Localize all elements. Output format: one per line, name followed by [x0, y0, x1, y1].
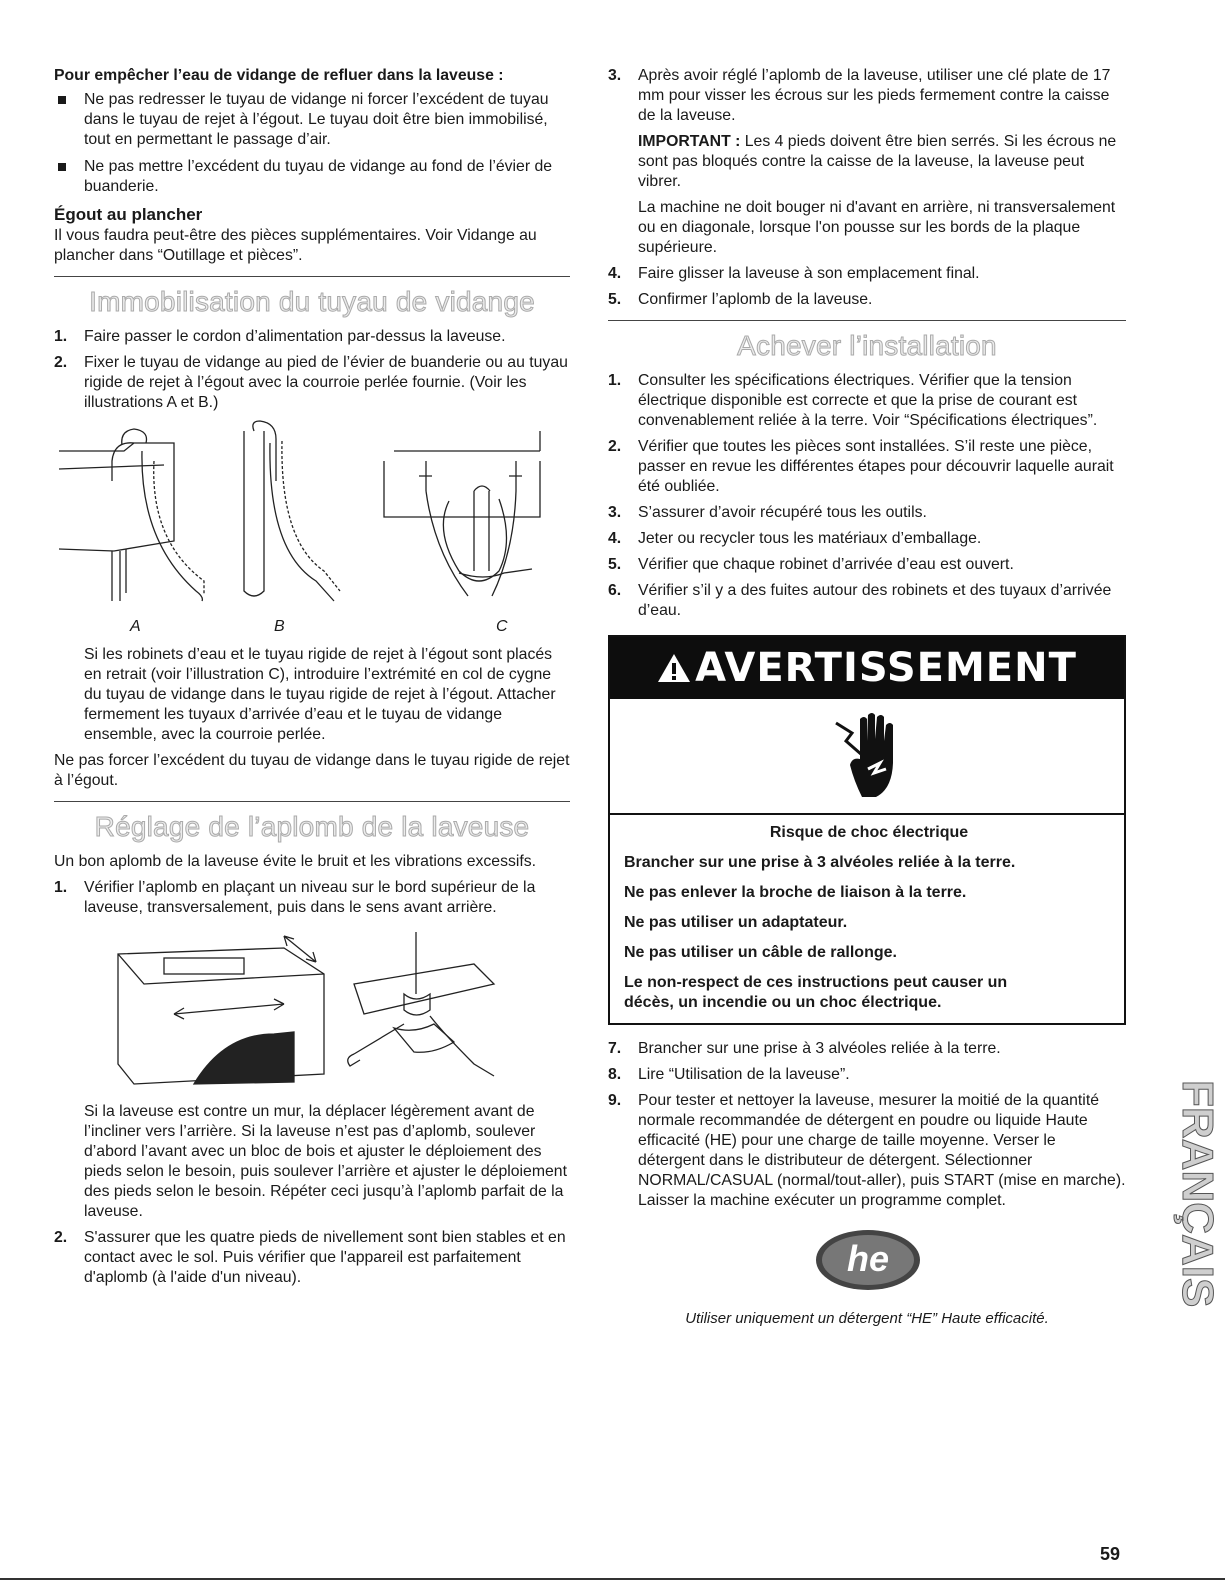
drain-heading: Pour empêcher l’eau de vidange de refluer dans la laveuse : [54, 67, 504, 84]
leveling-intro: Un bon aplomb de la laveuse évite le bruit et les vibrations excessifs. [54, 853, 537, 870]
square-bullet-icon [58, 96, 66, 104]
warning-box [608, 635, 1126, 1025]
leveling-step-2 [54, 1228, 570, 1288]
figure-label-c: C [496, 618, 508, 635]
list-item: 4. Jeter ou recycler tous les matériaux d’emballage. [608, 530, 982, 547]
warning-line: Ne pas utiliser un câble de rallonge. [624, 944, 897, 961]
list-item: 5. Confirmer l’aplomb de la laveuse. [608, 291, 873, 308]
list-item: 7. Brancher sur une prise à 3 alvéoles reliée à la terre. [608, 1040, 1001, 1057]
list-item: 3. S’assurer d’avoir récupéré tous les outils. [608, 504, 927, 521]
he-logo-area [608, 1225, 1126, 1295]
divider [54, 801, 570, 802]
leveling-step-1 [54, 878, 570, 918]
drain-hose-figure [54, 421, 570, 621]
floor-drain-heading: Égout au plancher [54, 205, 203, 224]
warning-title: AVERTISSEMENT [695, 645, 1077, 691]
important-note: IMPORTANT : Les 4 pieds doivent être bien serrés. Si les écrous ne sont pas bloqués contre la caisse de la laveuse, la laveuse peut vibrer. [638, 133, 1117, 190]
bottom-rule [0, 1578, 1225, 1580]
list-item: 6. Vérifier s’il y a des fuites autour des robinets et des tuyaux d’arrivée d’eau. [608, 582, 1112, 619]
leveling-paragraph: Si la laveuse est contre un mur, la déplacer légèrement avant de l’incliner vers l’arrière. Si la laveuse n’est pas d’aplomb, soulever d’abord l’avant avec un bloc de bois et ajuster le déploiement des pieds selon le besoin, puis soulever l’arrière et ajuster le déploiement des pieds selon le besoin. Répéter ceci jusqu’à l’aplomb parfait de la laveuse. [84, 1103, 567, 1220]
list-item: 9. Pour tester et nettoyer la laveuse, mesurer la moitié de la quantité normale recommandée de détergent en poudre ou liquide Haute efficacité (HE) pour une charge de taille moyenne. Verser le détergent dans le distributeur de détergent. Sélectionner NORMAL/CASUAL (normal/tout-aller), puis START (mise en marche). Laisser la machine exécuter un programme complet. [608, 1092, 1126, 1209]
floor-drain-text: Il vous faudra peut-être des pièces supplémentaires. Voir Vidange au plancher dans “Outillage et pièces”. [54, 227, 537, 264]
list-item: 8. Lire “Utilisation de la laveuse”. [608, 1066, 850, 1083]
list-item: 4. Faire glisser la laveuse à son emplacement final. [608, 265, 980, 282]
he-logo-icon [808, 1225, 928, 1295]
right-column [608, 66, 1126, 1329]
drain-bullet-list [54, 90, 570, 197]
list-item: 1. Vérifier l’aplomb en plaçant un niveau sur le bord supérieur de la laveuse, transversalement, puis dans le sens avant arrière. [54, 879, 536, 916]
section-title-drain-hose: Immobilisation du tuyau de vidange [89, 286, 535, 317]
warning-body [610, 815, 1124, 1023]
list-item: 2. S'assurer que les quatre pieds de nivellement sont bien stables et en contact avec le sol. Puis vérifier que l'appareil est parfaitement d'aplomb (à l'aide d'un niveau). [54, 1229, 566, 1286]
he-caption: Utiliser uniquement un détergent “HE” Haute efficacité. [685, 1310, 1049, 1327]
warning-line: Le non-respect de ces instructions peut causer un décès, un incendie ou un choc électrique. [624, 974, 1008, 1011]
svg-text:he: he [846, 1238, 890, 1279]
list-item: Ne pas mettre l’excédent du tuyau de vidange au fond de l’évier de buanderie. [54, 157, 570, 197]
recessed-paragraph: Si les robinets d’eau et le tuyau rigide de rejet à l’égout sont placés en retrait (voir l’illustration C), introduire l’extrémité en col de cygne du tuyau de vidange dans le tuyau rigide de rejet à l’égout. Attacher fermement les tuyaux d’arrivée d’eau et le tuyau de vidange ensemble, avec la courroie perlée. [84, 646, 556, 743]
leveling-step-3 [608, 66, 1126, 310]
warning-line: Brancher sur une prise à 3 alvéoles reliée à la terre. [624, 854, 1016, 871]
page-number: 59 [1100, 1544, 1121, 1564]
electric-shock-hand-icon [832, 711, 902, 801]
warning-line: Ne pas utiliser un adaptateur. [624, 914, 848, 931]
leveling-figure [54, 924, 570, 1094]
warning-icon-area [610, 699, 1124, 815]
language-tab [1148, 1080, 1222, 1340]
figure-label-a: A [130, 618, 141, 635]
list-item: 3. Après avoir réglé l’aplomb de la laveuse, utiliser une clé plate de 17 mm pour visser les écrous sur les pieds fermement contre la caisse de la laveuse. IMPORTANT : Les 4 pieds doivent être bien serrés. Si les écrous ne sont pas bloqués contre la caisse de la laveuse, la laveuse peut vibrer. La machine ne doit bouger ni d'avant en arrière, ni transversalement ou en diagonale, lorsque l'on pousse sur les bords de la plaque supérieure. [608, 66, 1126, 258]
list-item: 5. Vérifier que chaque robinet d’arrivée d’eau est ouvert. [608, 556, 1014, 573]
warning-line: Ne pas enlever la broche de liaison à la terre. [624, 884, 967, 901]
drain-caution-paragraph: Ne pas forcer l’excédent du tuyau de vidange dans le tuyau rigide de rejet à l’égout. [54, 752, 570, 789]
square-bullet-icon [58, 163, 66, 171]
section-title-leveling: Réglage de l’aplomb de la laveuse [94, 811, 530, 842]
list-item: 2. Vérifier que toutes les pièces sont installées. S’il reste une pièce, passer en revue les différentes étapes pour découvrir laquelle aurait été oubliée. [608, 438, 1114, 495]
list-item: 1. Consulter les spécifications électriques. Vérifier que la tension électrique disponible est correcte et que la prise de courant est convenablement reliée à la terre. Voir “Spécifications électriques”. [608, 372, 1098, 429]
step3-note: La machine ne doit bouger ni d'avant en arrière, ni transversalement ou en diagonale, lorsque l'on pousse sur les bords de la plaque supérieure. [638, 199, 1116, 256]
list-item: Ne pas redresser le tuyau de vidange ni forcer l’excédent de tuyau dans le tuyau de rejet à l’égout. Le tuyau doit être bien immobilisé, tout en permettant le passage d’air. [54, 90, 570, 150]
warning-risk: Risque de choc électrique [769, 824, 969, 841]
drain-hose-steps [54, 327, 570, 413]
finish-install-steps [608, 371, 1126, 621]
warning-header [610, 637, 1124, 699]
divider [608, 320, 1126, 321]
warning-triangle-icon [657, 653, 691, 683]
list-item: 2. Fixer le tuyau de vidange au pied de l’évier de buanderie ou au tuyau rigide de rejet à l’égout avec la courroie perlée fournie. (Voir les illustrations A et B.) [54, 354, 568, 411]
figure-label-b: B [274, 618, 285, 635]
drain-hose-illustrations [54, 421, 570, 641]
leveling-illustrations [54, 924, 570, 1094]
left-column [54, 66, 570, 1294]
svg-text:FRANÇAIS: FRANÇAIS [1173, 1080, 1222, 1308]
section-title-finish-install: Achever l’installation [737, 330, 997, 361]
finish-install-steps-continued [608, 1039, 1126, 1211]
list-item: 1. Faire passer le cordon d’alimentation par-dessus la laveuse. [54, 328, 506, 345]
divider [54, 276, 570, 277]
